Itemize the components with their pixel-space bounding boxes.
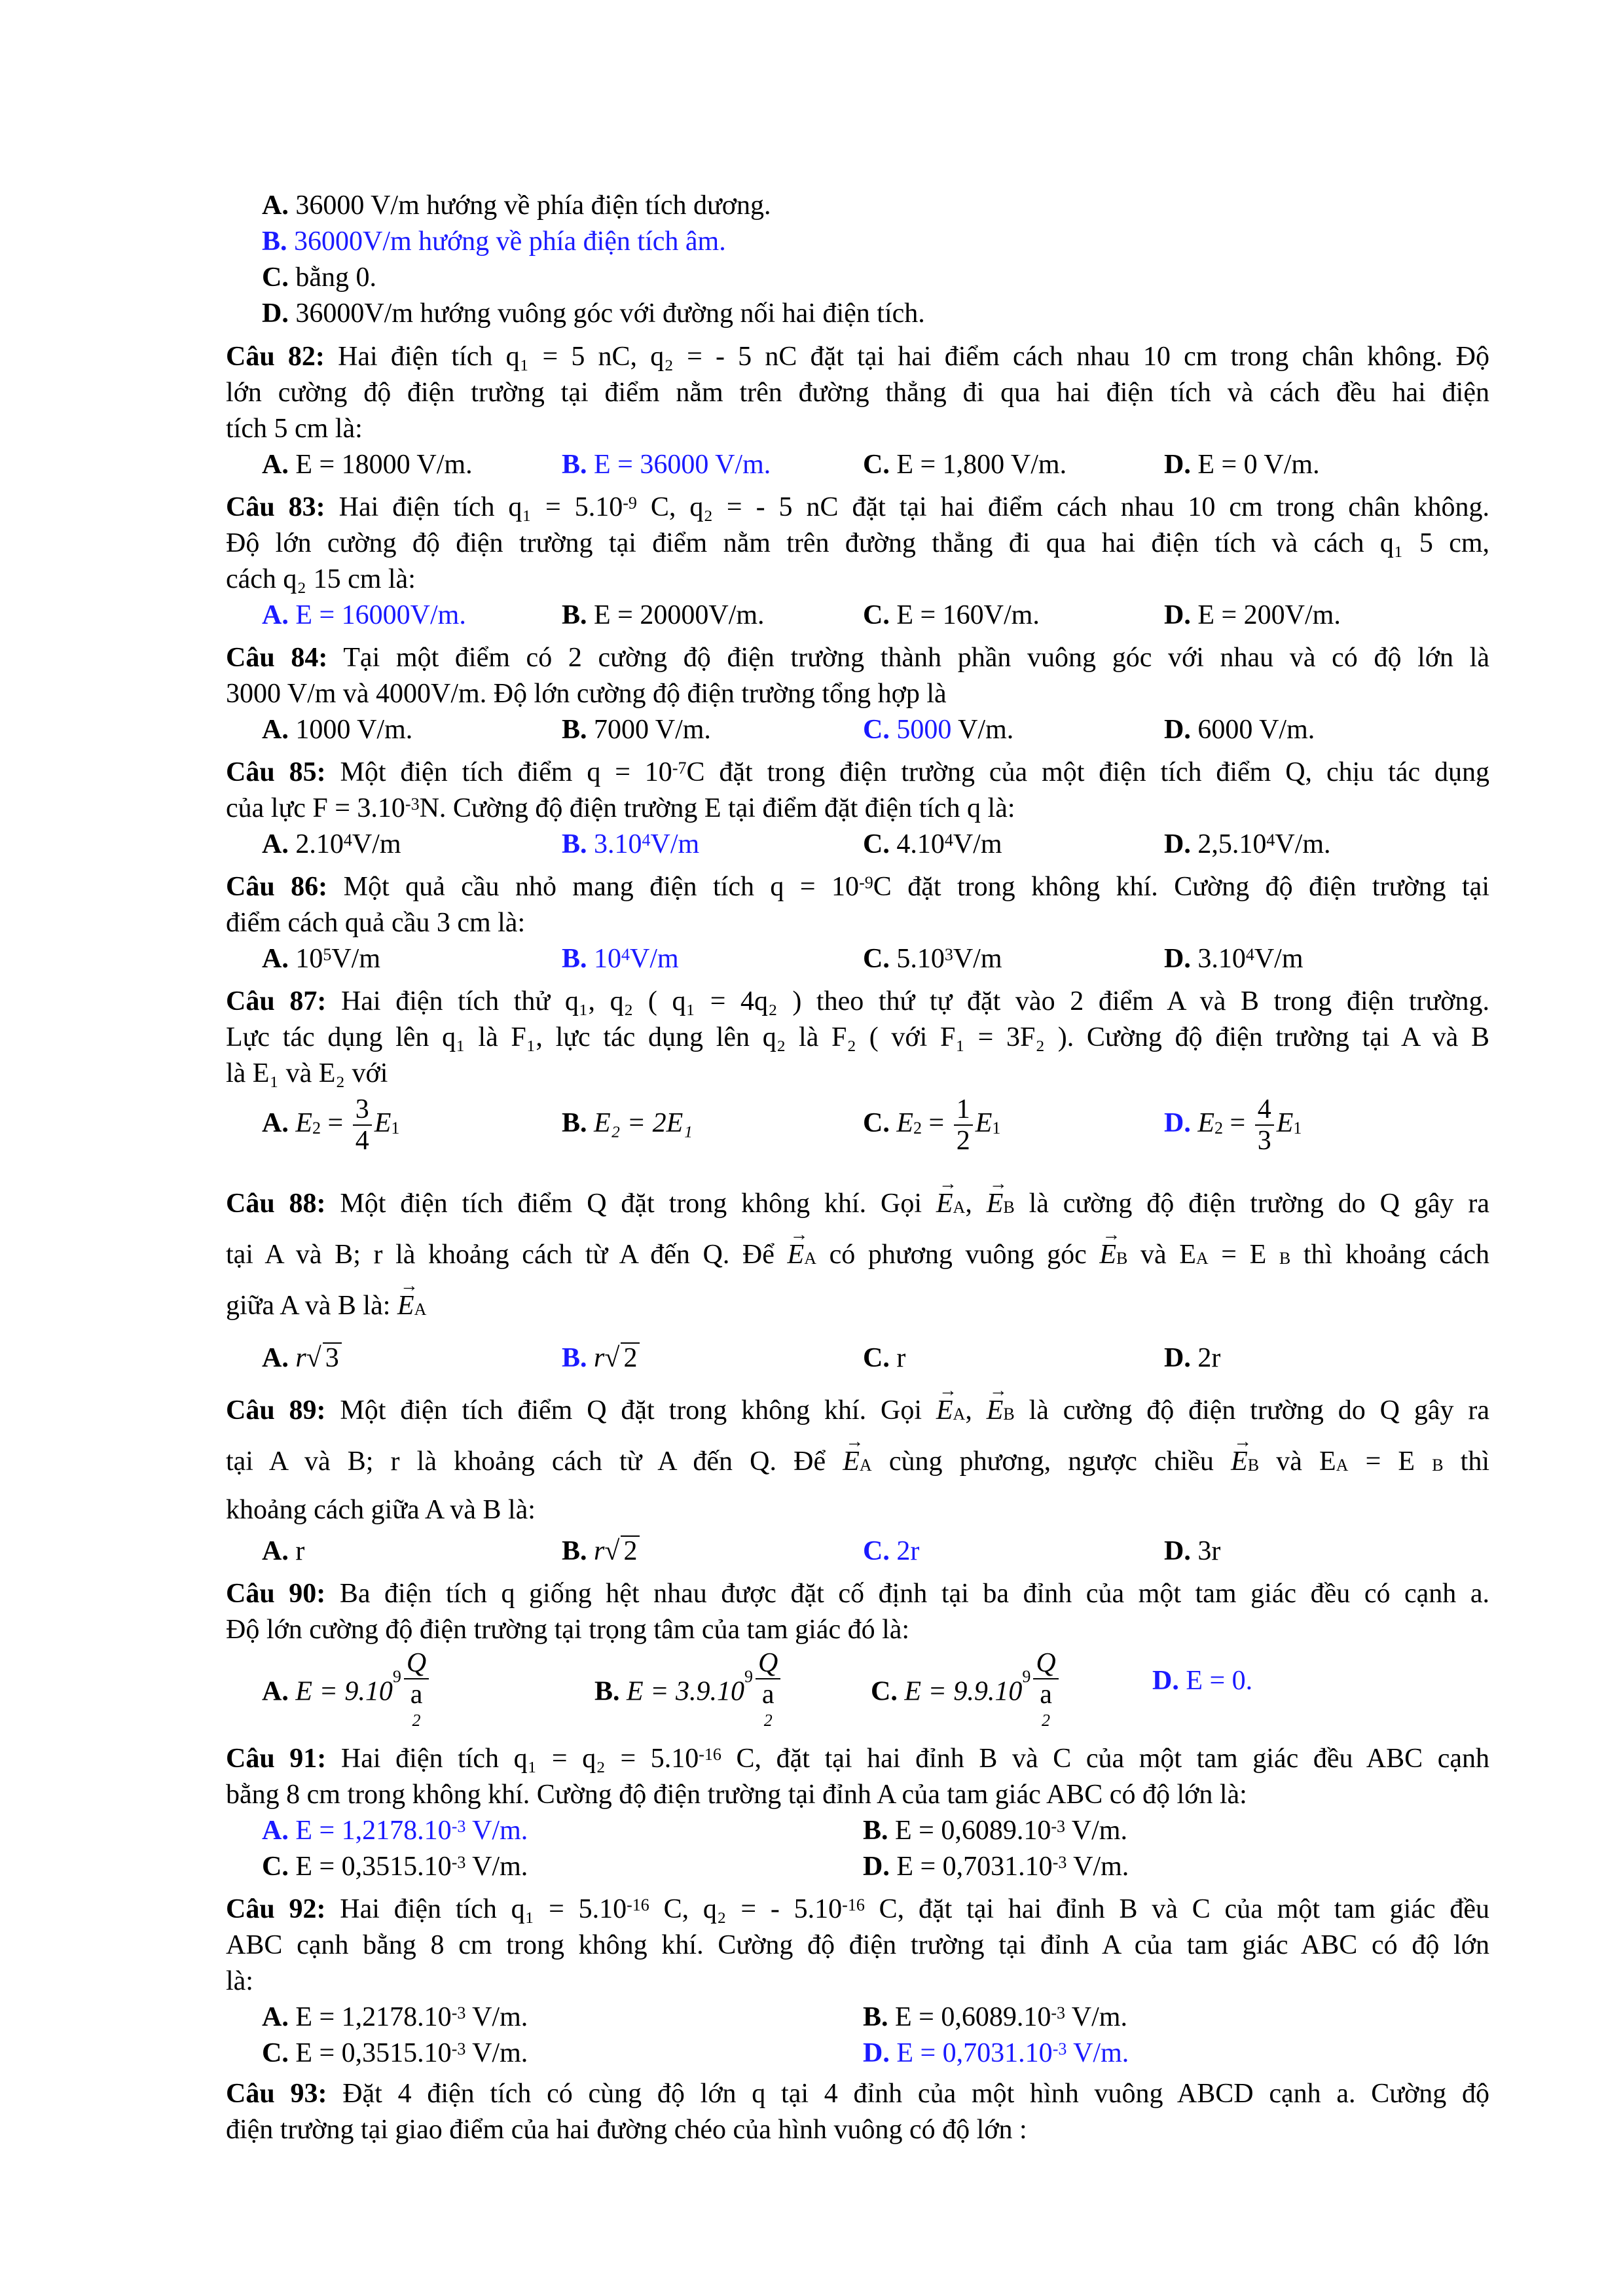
- q82-option-c: C. E = 1,800 V/m.: [863, 450, 1067, 480]
- q82-stem-line2: lớn cường độ điện trường tại điểm nằm trên đường thẳng đi qua hai điện tích và cách đều hai điện: [226, 378, 1489, 408]
- q82-stem-line3: tích 5 cm là:: [226, 414, 363, 444]
- q87-stem-line2: Lực tác dụng lên q₁ là F₁, lực tác dụng lên q₂ là F₂ ( với F₁ = 3F₂ ). Cường độ điện trường tại A và B: [226, 1022, 1489, 1052]
- q91-option-a: A. $E = 1,2178.10^{-3}$ V/m.: [262, 1816, 528, 1846]
- q87-stem-line1: Câu 87: Hai điện tích thử q₁, q₂ ( q₁ = 4q₂ ) theo thứ tự đặt vào 2 điểm A và B trong điện trường.: [226, 986, 1490, 1016]
- q92-option-b: B. $E = 0,6089.10^{-3}$ V/m.: [863, 2002, 1127, 2032]
- q85-option-d: D. 2,5.10$^4$V/m.: [1164, 829, 1331, 859]
- q83-option-c: C. E = 160V/m.: [863, 600, 1040, 630]
- fraction: $\frac{4}{3}$: [1255, 1094, 1274, 1156]
- q87-stem-line3: là E₁ và E₂ với: [226, 1058, 388, 1088]
- fraction: Q a $^2$: [756, 1648, 780, 1740]
- q92-option-a: A. $E = 1,2178.10^{-3}$ V/m.: [262, 2002, 528, 2032]
- q90-option-c: C. $E = 9.9.10^9$ Q a $^2$: [871, 1648, 1061, 1740]
- q91-option-c: C. $E = 0,3515.10^{-3}$ V/m.: [262, 1852, 528, 1882]
- q82-option-b: B. E = 36000 V/m.: [562, 450, 771, 480]
- q88-stem-line2: tại A và B; r là khoảng cách từ A đến Q. Để → $E_A$ có phương vuông góc → $E_B$ và $E_A = E$ $_B$ thì khoảng cách: [226, 1237, 1489, 1272]
- q81-option-b: B. 36000V/m hướng về phía điện tích âm.: [262, 226, 726, 257]
- q84-option-b: B. 7000 V/m.: [562, 715, 711, 745]
- q90-option-b: B. $E = 3.9.10^9$ Q a $^2$: [594, 1648, 783, 1740]
- q83-option-b: B. E = 20000V/m.: [562, 600, 765, 630]
- q87-option-d: D. $E_2$ = $\frac{4}{3}$ $E_1$: [1164, 1094, 1302, 1157]
- q84-stem-line1: Câu 84: Tại một điểm có 2 cường độ điện trường thành phần vuông góc với nhau và có độ lớn là: [226, 643, 1489, 673]
- q83-option-a: A. E = 16000V/m.: [262, 600, 466, 630]
- q92-option-c: C. $E = 0,3515.10^{-3}$ V/m.: [262, 2038, 528, 2068]
- q82-stem-line1: Câu 82: Hai điện tích q₁ = 5 nC, q₂ = - 5 nC đặt tại hai điểm cách nhau 10 cm trong chân không. Độ: [226, 342, 1489, 372]
- q86-option-b: B. $10^4V/m$: [562, 944, 679, 974]
- q86-stem-line2: điểm cách quả cầu 3 cm là:: [226, 908, 526, 938]
- q89-option-d: D. 3r: [1164, 1536, 1221, 1566]
- q81-option-d: D. 36000V/m hướng vuông góc với đường nối hai điện tích.: [262, 298, 925, 329]
- q86-option-a: A. $10^5V/m$: [262, 944, 381, 974]
- q84-option-c: C. 5000 V/m.: [863, 715, 1014, 745]
- q93-stem-line2: điện trường tại giao điểm của hai đường chéo của hình vuông có độ lớn :: [226, 2115, 1027, 2145]
- q90-option-a: A. $E = 9.10^9$ Q a $^2$: [262, 1648, 431, 1740]
- q86-option-c: C. 5.10$^3$V/m: [863, 944, 1002, 974]
- q82-option-a: A. E = 18000 V/m.: [262, 450, 473, 480]
- q81-option-c: C. bằng 0.: [262, 262, 376, 293]
- fraction: $\frac{1}{2}$: [954, 1094, 973, 1156]
- q91-option-d: D. $E = 0,7031.10^{-3}$ V/m.: [863, 1852, 1129, 1882]
- q89-stem-line2: tại A và B; r là khoảng cách từ A đến Q. Để → $E_A$ cùng phương, ngược chiều → $E_B$ và $E_A = E$ $_B$ thì: [226, 1444, 1489, 1479]
- q84-option-d: D. 6000 V/m.: [1164, 715, 1315, 745]
- q83-stem-line3: cách q₂ 15 cm là:: [226, 564, 416, 594]
- q89-option-c: C. 2r: [863, 1536, 920, 1566]
- q81-option-a: A. 36000 V/m hướng về phía điện tích dương.: [262, 190, 771, 221]
- q84-stem-line2: 3000 V/m và 4000V/m. Độ lớn cường độ điện trường tổng hợp là: [226, 679, 947, 709]
- q92-stem-line1: Câu 92: Hai điện tích $q_1 = 5.10^{-16}$ C, q₂ = - $5.10^{-16}$ C, đặt tại hai đỉnh B và C của một tam giác đều: [226, 1894, 1489, 1924]
- q87-option-c: C. $E_2$ = $\frac{1}{2}$ $E_1$: [863, 1094, 1001, 1157]
- q88-stem-line1: Câu 88: Một điện tích điểm Q đặt trong không khí. Gọi → $E_A$, → $E_B$ là cường độ điện trường do Q gây ra: [226, 1186, 1489, 1221]
- q86-option-d: D. 3.10$^4$V/m: [1164, 944, 1304, 974]
- q88-option-c: C. r: [863, 1343, 906, 1373]
- q92-option-d: D. $E = 0,7031.10^{-3}$ V/m.: [863, 2038, 1129, 2068]
- q91-option-b: B. $E = 0,6089.10^{-3}$ V/m.: [863, 1816, 1127, 1846]
- q91-stem-line2: bằng 8 cm trong không khí. Cường độ điện trường tại đỉnh A của tam giác ABC có độ lớn là:: [226, 1780, 1247, 1810]
- q87-option-b: B. E₂ = 2E₁: [562, 1108, 693, 1138]
- q88-option-a: A. r√ 3: [262, 1340, 342, 1376]
- q89-option-a: A. r: [262, 1536, 305, 1566]
- q91-stem-line1: Câu 91: Hai điện tích $q_1 = q_2 = 5.10^{-16}$ C, đặt tại hai đỉnh B và C của một tam giác đều ABC cạnh: [226, 1744, 1489, 1774]
- q88-option-d: D. 2r: [1164, 1343, 1221, 1373]
- fraction: Q a $^2$: [1033, 1648, 1058, 1740]
- q92-stem-line2: ABC cạnh bằng 8 cm trong không khí. Cường độ điện trường tại đỉnh A của tam giác ABC có độ lớn: [226, 1930, 1489, 1960]
- q86-stem-line1: Câu 86: Một quả cầu nhỏ mang điện tích $q = 10^{-9}C$ đặt trong không khí. Cường độ điện trường tại: [226, 872, 1489, 902]
- q89-stem-line1: Câu 89: Một điện tích điểm Q đặt trong không khí. Gọi → $E_A$, → $E_B$ là cường độ điện trường do Q gây ra: [226, 1393, 1489, 1428]
- q85-stem-line2: của lực $F = 3.10^{-3}N$. Cường độ điện trường E tại điểm đặt điện tích q là:: [226, 793, 1015, 823]
- q90-stem-line1: Câu 90: Ba điện tích q giống hệt nhau được đặt cố định tại ba đỉnh của một tam giác đều có cạnh a.: [226, 1579, 1490, 1609]
- q84-option-a: A. 1000 V/m.: [262, 715, 413, 745]
- q93-stem-line1: Câu 93: Đặt 4 điện tích có cùng độ lớn q tại 4 đỉnh của một hình vuông ABCD cạnh a. Cường độ: [226, 2079, 1489, 2109]
- q88-option-b: B. r√ 2: [562, 1340, 640, 1376]
- q92-stem-line3: là:: [226, 1966, 253, 1996]
- q83-option-d: D. E = 200V/m.: [1164, 600, 1341, 630]
- fraction: $\frac{3}{4}$: [353, 1094, 372, 1156]
- q85-option-a: A. 2.10$^4$V/m: [262, 829, 401, 859]
- q83-stem-line1: Câu 83: Hai điện tích $q_1 = 5.10^{-9}$ C, q₂ = - 5 nC đặt tại hai điểm cách nhau 10 cm trong chân không.: [226, 492, 1489, 522]
- q90-stem-line2: Độ lớn cường độ điện trường tại trọng tâm của tam giác đó là:: [226, 1615, 910, 1645]
- q88-stem-line3: giữa A và B là: → $E_A$: [226, 1288, 426, 1323]
- fraction: Q a $^2$: [404, 1648, 429, 1740]
- q85-stem-line1: Câu 85: Một điện tích điểm $q = 10^{-7}C$ đặt trong điện trường của một điện tích điểm Q, chịu tác dụng: [226, 757, 1489, 787]
- q90-option-d: D. E = 0.: [1152, 1666, 1253, 1696]
- q82-option-d: D. E = 0 V/m.: [1164, 450, 1320, 480]
- q85-option-b: B. 3.10$^4$V/m: [562, 829, 700, 859]
- q83-stem-line2: Độ lớn cường độ điện trường tại điểm nằm trên đường thẳng đi qua hai điện tích và cách q₁ 5 cm,: [226, 528, 1489, 558]
- q85-option-c: C. 4.10$^4$V/m: [863, 829, 1002, 859]
- q89-stem-line3: khoảng cách giữa A và B là:: [226, 1495, 536, 1525]
- q89-option-b: B. r√ 2: [562, 1534, 640, 1569]
- q87-option-a: A. $E_2$ = $\frac{3}{4}$ $E_1$: [262, 1094, 400, 1157]
